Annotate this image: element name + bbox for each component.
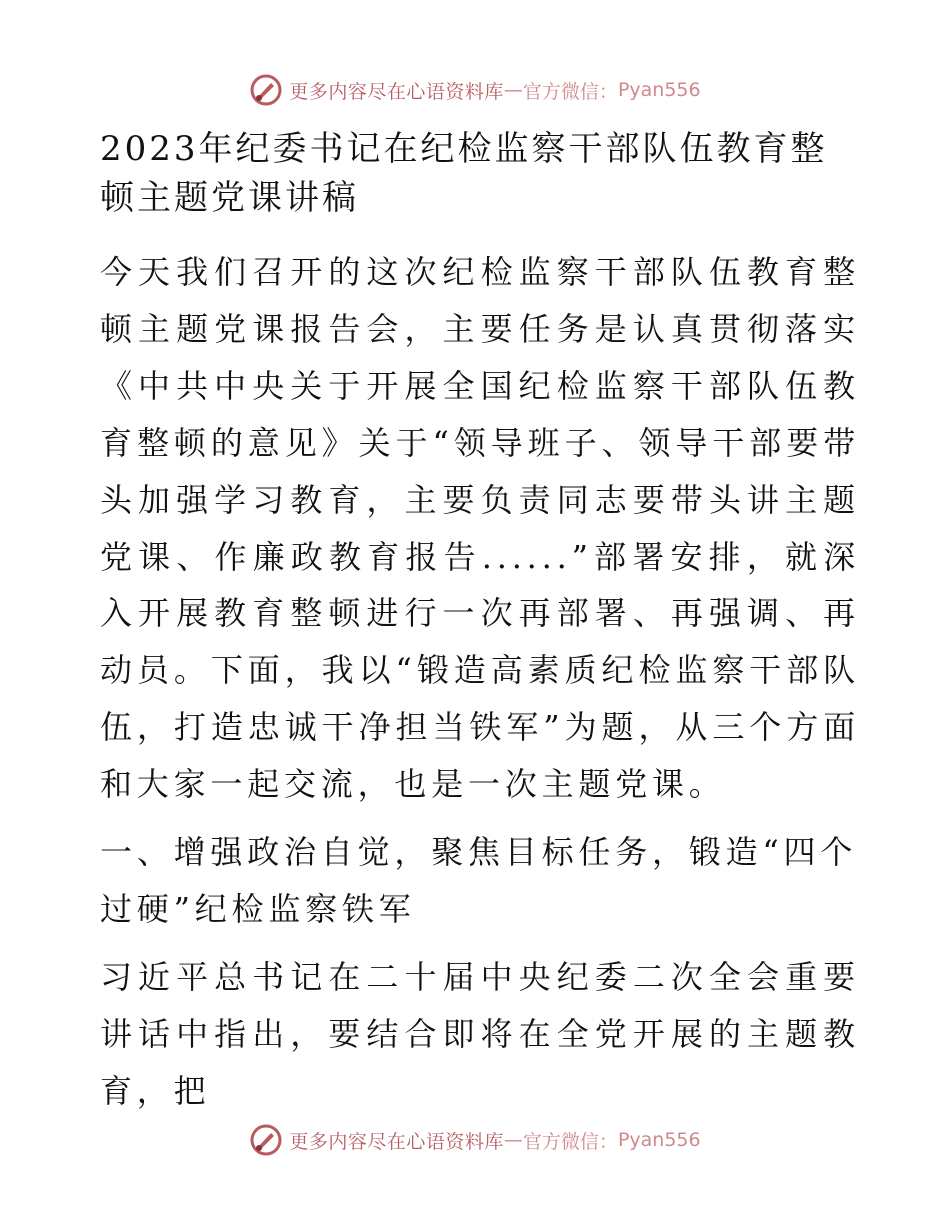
watermark-main-text: 更多内容尽在心语资料库 [289,1130,504,1153]
section-paragraph: 习近平总书记在二十届中央纪委二次全会重要讲话中指出，要结合即将在全党开展的主题教育，把 [100,957,860,1110]
watermark-separator: — [503,79,523,101]
watermark-wechat-id: Pyan556 [617,1129,701,1151]
watermark-main-text: 更多内容尽在心语资料库 [289,80,504,103]
document-body [100,120,860,1131]
section-heading: 一、增强政治自觉，聚焦目标任务，锻造“四个过硬”纪检监察铁军 [100,833,858,928]
document-title: 2023年纪委书记在纪检监察干部队伍教育整顿主题党课讲稿 [100,129,828,218]
watermark-side-label: 官方微信： [522,1130,618,1153]
watermark-banner-bottom [0,1120,950,1160]
watermark-separator: — [503,1129,523,1151]
brush-logo-icon [249,1123,283,1157]
watermark-wechat-id: Pyan556 [617,79,701,101]
intro-paragraph: 今天我们召开的这次纪检监察干部队伍教育整顿主题党课报告会，主要任务是认真贯彻落实《中共中央关于开展全国纪检监察干部队伍教育整顿的意见》关于“领导班子、领导干部要带头加强学习教育，主要负责同志要带头讲主题党课、作廉政教育报告......”部署安排，就深入开展教育整顿进行一次再部署、再强调、再动员。下面，我以“锻造高素质纪检监察干部队伍，打造忠诚干净担当铁军”为题，从三个方面和大家一起交流，也是一次主题党课。 [100,253,860,804]
brush-logo-icon [249,73,283,107]
watermark-banner-top [0,70,950,110]
watermark-side-label: 官方微信： [522,80,618,103]
